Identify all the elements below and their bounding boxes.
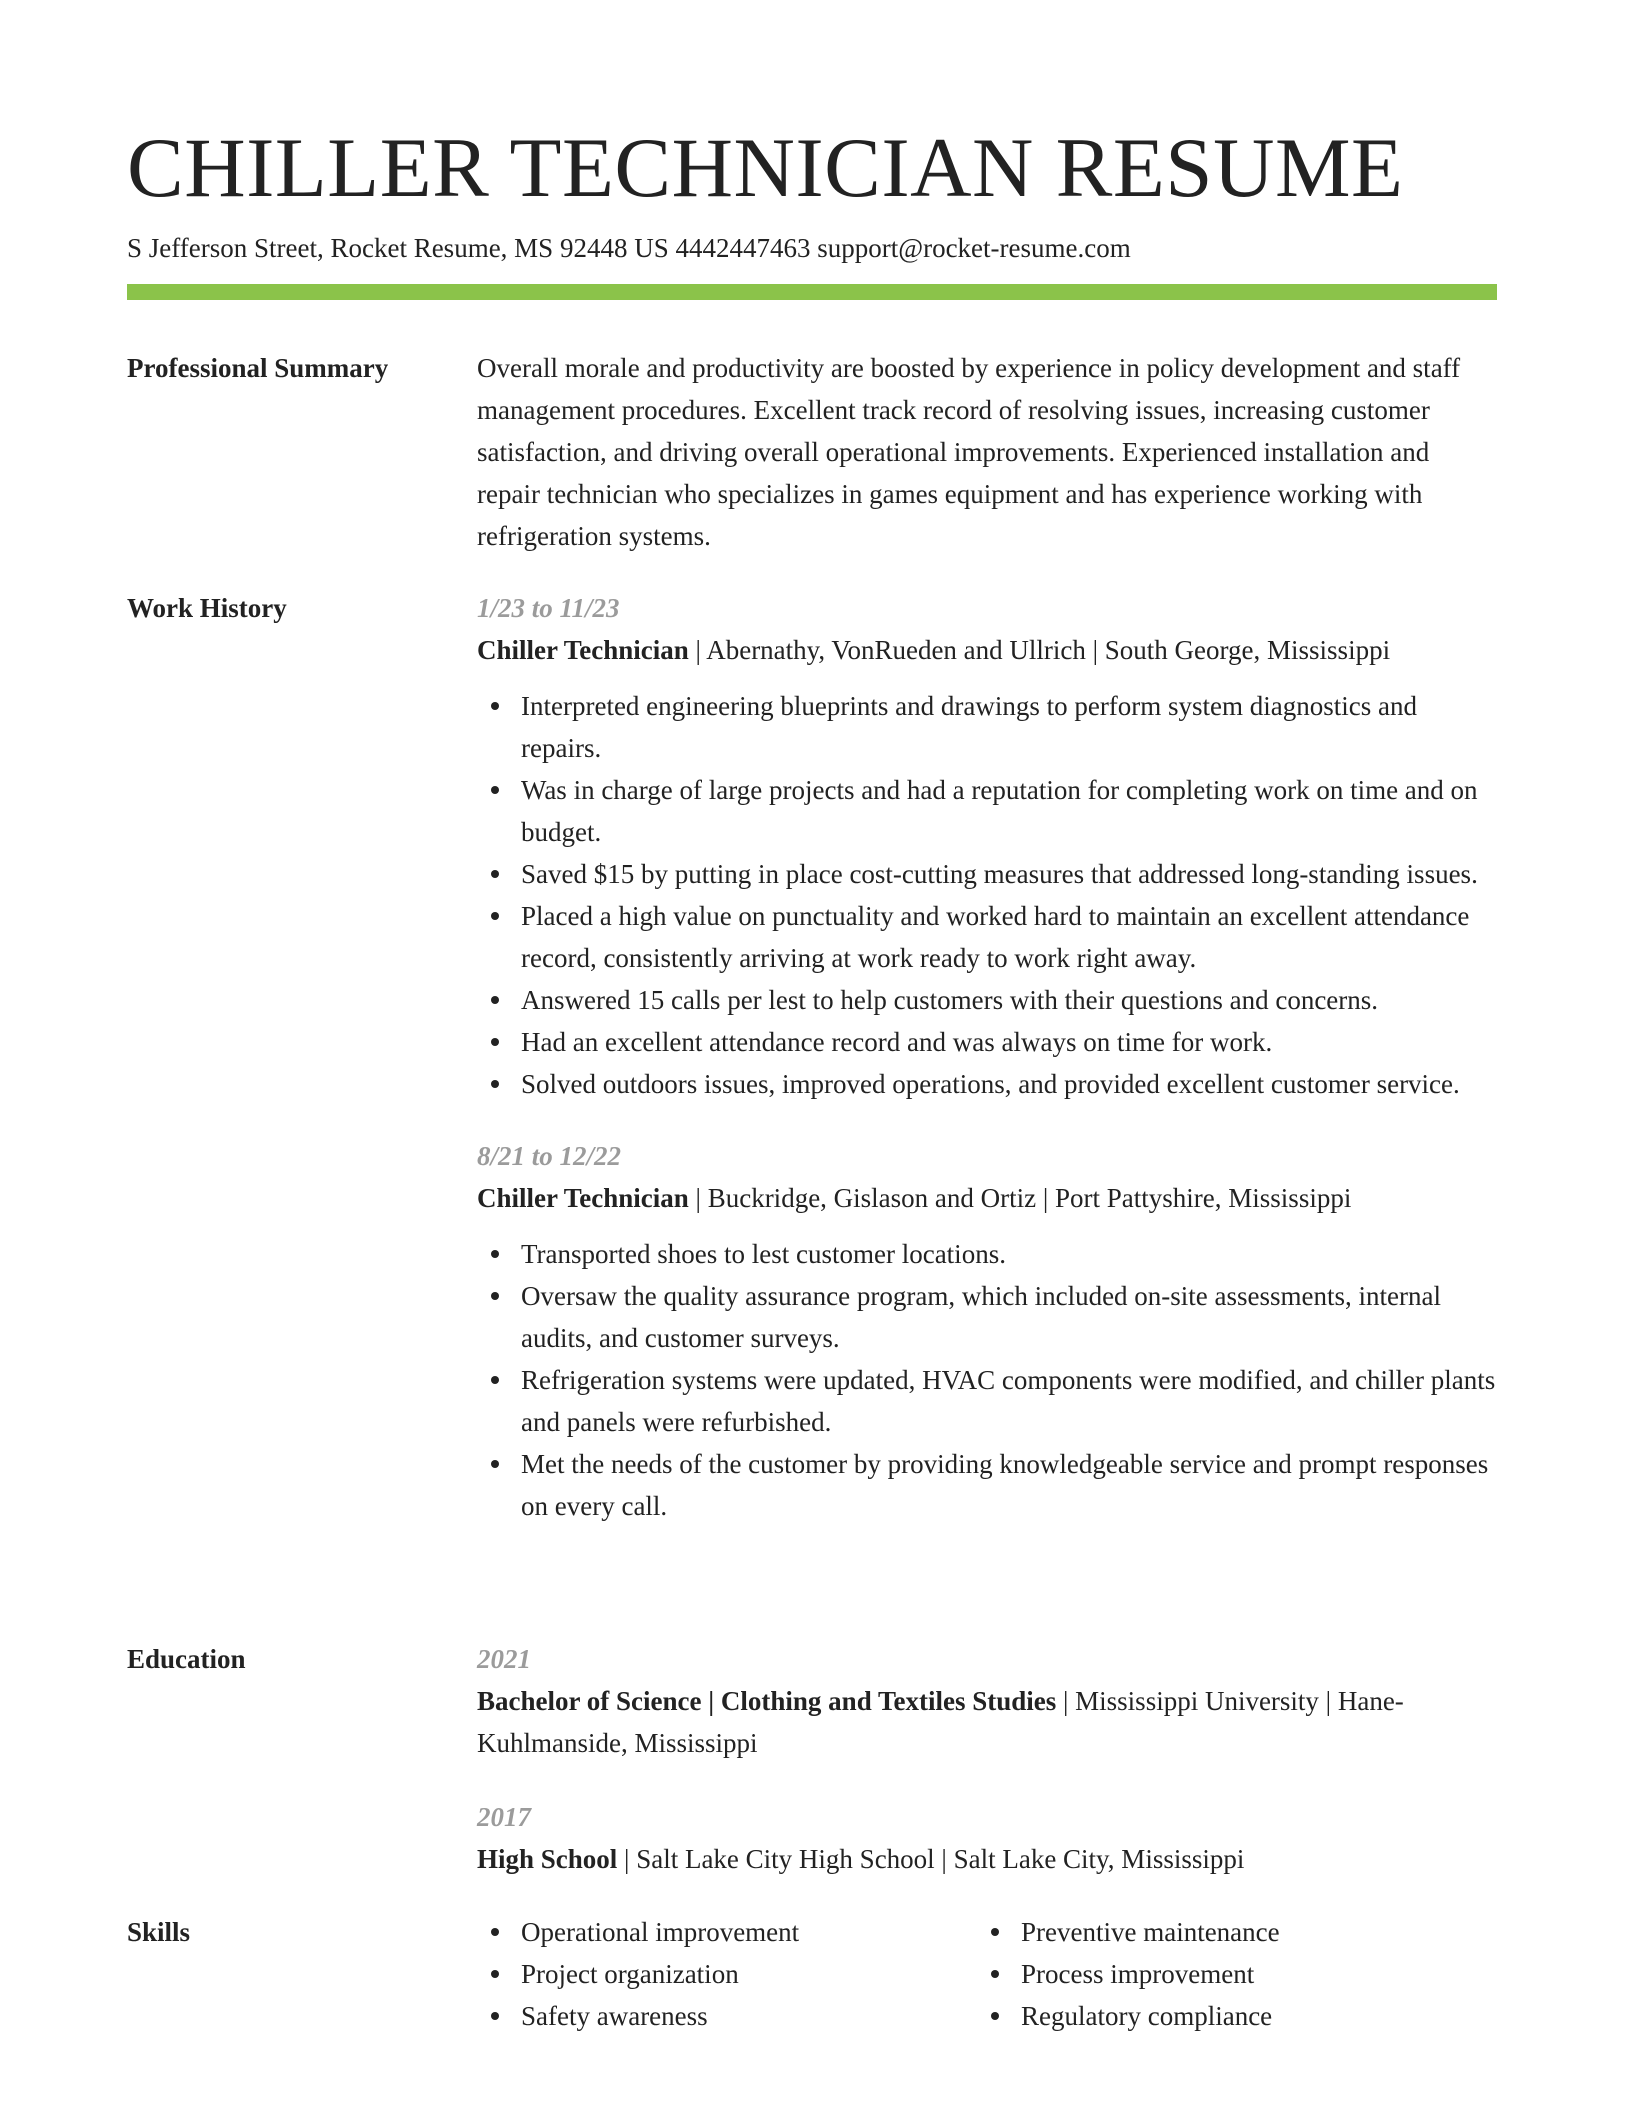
skills-body [477, 1911, 1497, 2037]
education-details: | Mississippi University | Hane-Kuhlmanside, Mississippi [477, 1686, 1404, 1758]
education-body [477, 1638, 1497, 1880]
education-date: 2017 [477, 1802, 531, 1832]
skill-item: Safety awareness [521, 1995, 977, 2037]
job-title: Chiller Technician [477, 1183, 689, 1213]
skill-item: Regulatory compliance [1021, 1995, 1477, 2037]
education-degree: High School [477, 1844, 618, 1874]
job-details: | Buckridge, Gislason and Ortiz | Port Pattyshire, Mississippi [688, 1183, 1352, 1213]
resume-header [127, 118, 1497, 266]
education-line [477, 1680, 1497, 1764]
job-bullets [477, 685, 1497, 1105]
skill-item: Preventive maintenance [1021, 1911, 1477, 1953]
list-item: Saved $15 by putting in place cost-cutting measures that addressed long-standing issues. [521, 853, 1497, 895]
skill-item: Process improvement [1021, 1953, 1477, 1995]
list-item: Interpreted engineering blueprints and drawings to perform system diagnostics and repairs. [521, 685, 1497, 769]
job-entry [477, 587, 1497, 1105]
list-item: Transported shoes to lest customer locations. [521, 1233, 1497, 1275]
summary-section [127, 347, 1497, 557]
section-label-work-history: Work History [127, 593, 287, 623]
list-item: Placed a high value on punctuality and worked hard to maintain an excellent attendance record, consistently arriving at work ready to work right away. [521, 895, 1497, 979]
skill-item: Project organization [521, 1953, 977, 1995]
page-title: CHILLER TECHNICIAN RESUME [127, 121, 1404, 215]
education-line [477, 1838, 1497, 1880]
skills-list [477, 1911, 977, 2037]
list-item: Refrigeration systems were updated, HVAC components were modified, and chiller plants and panels were refurbished. [521, 1359, 1497, 1443]
section-label-skills: Skills [127, 1917, 191, 1947]
job-date: 1/23 to 11/23 [477, 593, 620, 623]
skills-grid [477, 1911, 1497, 2037]
education-entry [477, 1796, 1497, 1880]
accent-divider [127, 284, 1497, 300]
education-section [127, 1638, 1497, 1880]
section-label-education: Education [127, 1644, 246, 1674]
job-bullets [477, 1233, 1497, 1527]
skills-section [127, 1911, 1497, 2037]
contact-info: S Jefferson Street, Rocket Resume, MS 92448 US 4442447463 support@rocket-resume.com [127, 233, 1131, 263]
job-entry [477, 1135, 1497, 1527]
list-item: Had an excellent attendance record and was always on time for work. [521, 1021, 1497, 1063]
skill-item: Operational improvement [521, 1911, 977, 1953]
job-title: Chiller Technician [477, 635, 689, 665]
list-item: Answered 15 calls per lest to help customers with their questions and concerns. [521, 979, 1497, 1021]
list-item: Solved outdoors issues, improved operations, and provided excellent customer service. [521, 1063, 1497, 1105]
skills-column-right [977, 1911, 1477, 2037]
list-item: Met the needs of the customer by providing knowledgeable service and prompt responses on every call. [521, 1443, 1497, 1527]
list-item: Was in charge of large projects and had a reputation for completing work on time and on budget. [521, 769, 1497, 853]
education-date: 2021 [477, 1644, 531, 1674]
skills-list [977, 1911, 1477, 2037]
job-role-line [477, 629, 1497, 671]
education-degree: Bachelor of Science | Clothing and Textiles Studies [477, 1686, 1057, 1716]
section-label-summary: Professional Summary [127, 353, 389, 383]
work-history-section [127, 587, 1497, 1527]
job-date: 8/21 to 12/22 [477, 1141, 622, 1171]
job-details: | Abernathy, VonRueden and Ullrich | South George, Mississippi [688, 635, 1391, 665]
job-role-line [477, 1177, 1497, 1219]
education-entry [477, 1638, 1497, 1764]
list-item: Oversaw the quality assurance program, which included on-site assessments, internal audits, and customer surveys. [521, 1275, 1497, 1359]
work-history-body [477, 587, 1497, 1527]
education-details: | Salt Lake City High School | Salt Lake City, Mississippi [617, 1844, 1245, 1874]
skills-column-left [477, 1911, 977, 2037]
summary-text: Overall morale and productivity are boosted by experience in policy development and staff management procedures. Excellent track record of resolving issues, increasing customer satisfaction, and driving overall operational improvements. Experienced installation and repair technician who specializes in games equipment and has experience working with refrigeration systems. [477, 353, 1461, 551]
